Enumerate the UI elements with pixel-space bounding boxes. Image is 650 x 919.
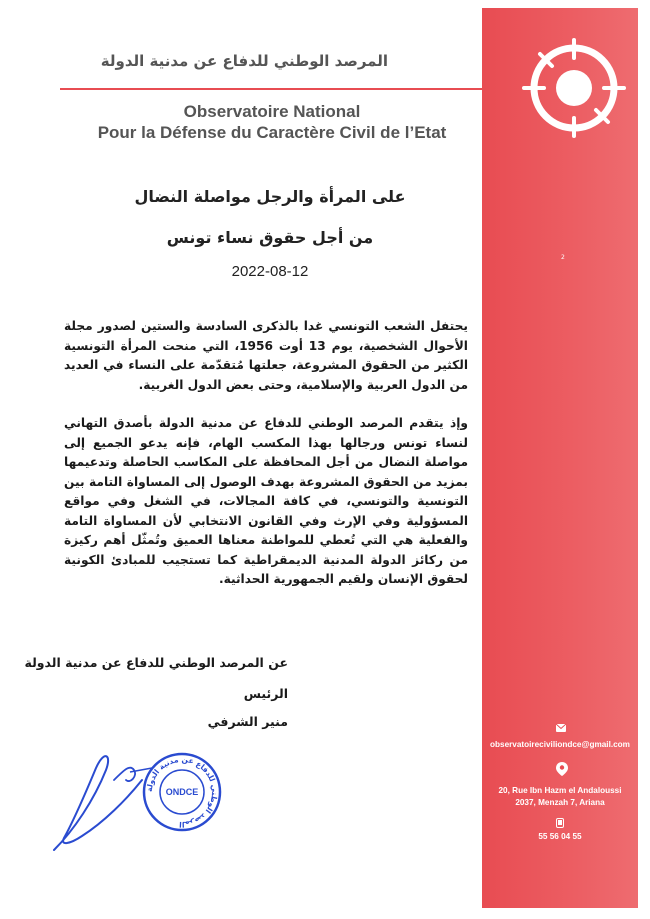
header-french-line1: Observatoire National bbox=[183, 102, 361, 121]
contact-address-line1: 20, Rue Ibn Hazm el Andaloussi bbox=[498, 786, 622, 795]
document-title-line1: على المرأة والرجل مواصلة النضال bbox=[134, 187, 406, 206]
document-date: 2022-08-12 bbox=[231, 263, 309, 280]
contact-address-line2: 2037, Menzah 7, Ariana bbox=[515, 798, 605, 807]
contact-email[interactable]: observatoireciviliondce@gmail.com bbox=[490, 740, 630, 749]
location-pin-icon bbox=[556, 762, 568, 776]
header-french-line2: Pour la Défense du Caractère Civil de l’Etat bbox=[97, 123, 447, 142]
signature-name: منير الشرفي bbox=[207, 714, 288, 729]
signature-role: الرئيس bbox=[243, 686, 288, 701]
page-marker: 2 bbox=[561, 254, 565, 261]
header-french-name bbox=[62, 101, 482, 143]
stamp-ring-text: المرصد الوطني للدفاع عن مدنية الدولة bbox=[144, 754, 220, 830]
header-divider bbox=[60, 88, 484, 90]
stamp-center-text: ONDCE bbox=[165, 787, 199, 797]
body-paragraph-2: وإذ يتقدم المرصد الوطني للدفاع عن مدنية الدولة بأصدق التهاني لنساء تونس ورجالها بهذا المكسب الهام، فإنه يدعو الجميع إلى مواصلة النضال من أجل المحافظة على المكاسب الحاصلة وتدعيمها بمزيد من الحقوق المشروعة بهدف الوصول إلى المساواة التامة بين التونسية والتونسي، في كافة المجالات، في الشغل وفي مواقع المسؤولية وفي الإرث وفي القانون الانتخابي لأن المساواة التامة والفعلية هي التي تُعطي للمواطنة معناها العميق وتُمثّل أهم ركيزة من ركائز الدولة المدنية الديمقراطية كما تستجيب للمبادئ الكونية لحقوق الإنسان ولقيم الجمهورية الحداثية. bbox=[64, 416, 468, 586]
phone-icon bbox=[556, 818, 564, 828]
header-arabic-name: المرصد الوطني للدفاع عن مدنية الدولة bbox=[100, 52, 388, 70]
mail-icon bbox=[556, 724, 566, 732]
contact-phone: 55 56 04 55 bbox=[538, 832, 582, 841]
official-stamp bbox=[140, 750, 224, 834]
organization-logo bbox=[520, 38, 628, 138]
document-title-line2: من أجل حقوق نساء تونس bbox=[166, 228, 374, 247]
body-paragraph-1: يحتفل الشعب التونسي غدا بالذكرى السادسة والستين لصدور مجلة الأحوال الشخصية، يوم 13 أوت 1956، التي منحت المرأة التونسية الكثير من الحقوق المشروعة، جعلتها مُتقدّمة على النساء في العديد من الدول العربية والإسلامية، وحتى بعض الدول الغربية. bbox=[64, 319, 468, 392]
signature-organization: عن المرصد الوطني للدفاع عن مدنية الدولة bbox=[24, 655, 288, 670]
